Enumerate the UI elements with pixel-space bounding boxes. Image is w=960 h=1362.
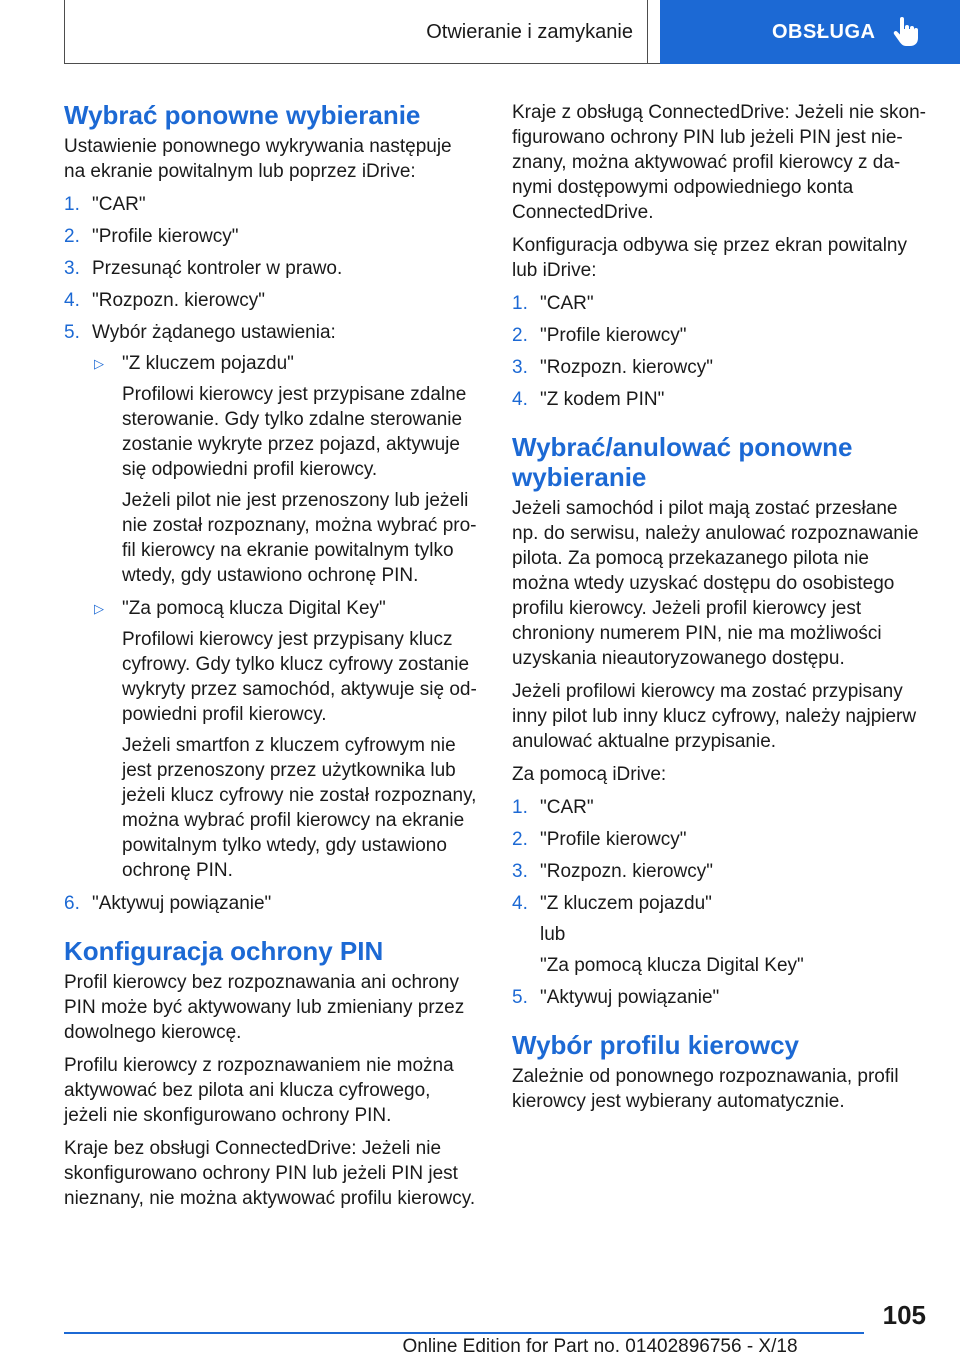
step-text: "Z kluczem pojazdu" bbox=[540, 893, 712, 914]
paragraph: Jeżeli smartfon z kluczem cyfrowym nie jest przenoszony przez użytkownika lub jeżeli klucz cyfrowy nie został rozpoznany, można wybrać profil kierowcy na ekranie powitalnym tylko wtedy, gdy ustawiono ochronę PIN. bbox=[122, 735, 477, 881]
step-number: 5. bbox=[512, 987, 528, 1008]
paragraph: Profil kierowcy bez rozpoznawania ani ochrony PIN może być aktywowany lub zmieniany przez dowolnego kierowcę. bbox=[64, 972, 465, 1043]
step-text: Przesunąć kontroler w prawo. bbox=[92, 258, 343, 279]
step-number: 5. bbox=[64, 322, 80, 343]
steps-list bbox=[64, 192, 478, 916]
step-number: 3. bbox=[512, 357, 528, 378]
triangle-bullet-icon: ▷ bbox=[94, 356, 104, 371]
list-item bbox=[512, 859, 926, 884]
paragraph: Jeżeli samochód i pilot mają zostać przesłane np. do serwisu, należy anulować rozpoznawanie pilota. Za pomocą przekazanego pilota nie można wtedy uzyskać dostępu do osobistego profilu kierowcy. Jeżeli profil kierowcy jest chroniony numerem PIN, nie ma możliwości uzyskania nieautoryzowanego dostępu. bbox=[512, 498, 919, 669]
step-text: "Profile kierowcy" bbox=[540, 325, 687, 346]
paragraph: Zależnie od ponownego rozpoznawania, profil kierowcy jest wybierany automatycznie. bbox=[512, 1066, 899, 1112]
step-number: 4. bbox=[64, 290, 80, 311]
list-item bbox=[512, 323, 926, 348]
chapter-tab-label: OBSŁUGA bbox=[772, 20, 876, 43]
step-number: 3. bbox=[512, 861, 528, 882]
heading-wybrac-anulowac: Wybrać/anulować ponowne wybieranie bbox=[512, 432, 853, 492]
sub-options bbox=[92, 351, 478, 883]
step-number: 1. bbox=[64, 194, 80, 215]
step-text: "CAR" bbox=[540, 293, 594, 314]
list-item bbox=[64, 256, 478, 281]
step-number: 3. bbox=[64, 258, 80, 279]
triangle-bullet-icon: ▷ bbox=[94, 601, 104, 616]
list-item bbox=[64, 192, 478, 217]
step-number: 6. bbox=[64, 893, 80, 914]
step-number: 2. bbox=[64, 226, 80, 247]
step-text: Wybór żądanego ustawienia: bbox=[92, 322, 336, 343]
step-number: 1. bbox=[512, 293, 528, 314]
sub-option bbox=[92, 351, 478, 588]
list-item bbox=[512, 355, 926, 380]
heading-konfiguracja-pin: Konfiguracja ochrony PIN bbox=[64, 936, 384, 966]
step-alt: "Za pomocą klucza Digital Key" bbox=[540, 955, 804, 976]
sub-option-label: "Za pomocą klucza Digital Key" bbox=[122, 598, 386, 619]
list-item bbox=[512, 827, 926, 852]
heading-wybor-profilu: Wybór profilu kierowcy bbox=[512, 1030, 800, 1060]
list-item bbox=[64, 288, 478, 313]
list-item bbox=[512, 985, 926, 1010]
step-or: lub bbox=[540, 924, 566, 945]
paragraph: Kraje z obsługą ConnectedDrive: Jeżeli nie skonfigurowano ochrony PIN lub jeżeli PIN jest nieznany, można aktywować profil kierowcy z danymi dostępowymi odpowiedniego konta ConnectedDrive. bbox=[512, 102, 926, 223]
steps-list bbox=[512, 291, 926, 412]
paragraph: Jeżeli pilot nie jest przenoszony lub jeżeli nie został rozpoznany, można wybrać profil kierowcy na ekranie powitalnym tylko wtedy, gdy ustawiono ochronę PIN. bbox=[122, 490, 477, 586]
paragraph: Jeżeli profilowi kierowcy ma zostać przypisany inny pilot lub inny klucz cyfrowy, należy najpierw anulować aktualne przypisanie. bbox=[512, 681, 917, 752]
paragraph: Profilowi kierowcy jest przypisane zdalne sterowanie. Gdy tylko zdalne sterowanie zostanie wykryte przez pojazd, aktywuje się odpowiedni profil kierowcy. bbox=[122, 384, 467, 480]
step-text: "Aktywuj powiązanie" bbox=[92, 893, 272, 914]
step-text: "CAR" bbox=[540, 797, 594, 818]
step-number: 2. bbox=[512, 325, 528, 346]
list-item bbox=[512, 291, 926, 316]
step-text: "Rozpozn. kierowcy" bbox=[540, 357, 713, 378]
step-text: "Profile kierowcy" bbox=[92, 226, 239, 247]
paragraph: Profilowi kierowcy jest przypisany klucz cyfrowy. Gdy tylko klucz cyfrowy zostanie wykryty przez samochód, aktywuje się odpowiedni profil kierowcy. bbox=[122, 629, 477, 725]
footer-divider bbox=[64, 1332, 864, 1334]
step-text: "Rozpozn. kierowcy" bbox=[540, 861, 713, 882]
right-column bbox=[512, 100, 926, 1122]
list-item bbox=[64, 224, 478, 249]
paragraph: Kraje bez obsługi ConnectedDrive: Jeżeli nie skonfigurowano ochrony PIN lub jeżeli PIN jest nieznany, nie można aktywować profilu kierowcy. bbox=[64, 1138, 476, 1209]
step-text: "Profile kierowcy" bbox=[540, 829, 687, 850]
heading-wybrac-ponowne: Wybrać ponowne wybieranie bbox=[64, 100, 421, 130]
paragraph: Ustawienie ponownego wykrywania następuje na ekranie powitalnym lub poprzez iDrive: bbox=[64, 136, 452, 182]
section-title bbox=[64, 0, 648, 64]
sub-option-label: "Z kluczem pojazdu" bbox=[122, 353, 294, 374]
list-item bbox=[64, 891, 478, 916]
list-item bbox=[512, 387, 926, 412]
step-number: 1. bbox=[512, 797, 528, 818]
list-item bbox=[512, 891, 926, 978]
steps-list bbox=[512, 795, 926, 1010]
step-text: "CAR" bbox=[92, 194, 146, 215]
left-column bbox=[64, 100, 478, 1219]
step-text: "Rozpozn. kierowcy" bbox=[92, 290, 265, 311]
sub-option bbox=[92, 596, 478, 883]
step-number: 4. bbox=[512, 893, 528, 914]
step-number: 4. bbox=[512, 389, 528, 410]
paragraph: Konfiguracja odbywa się przez ekran powitalny lub iDrive: bbox=[512, 235, 907, 281]
paragraph: Profilu kierowcy z rozpoznawaniem nie można aktywować bez pilota ani klucza cyfrowego, jeżeli nie skonfigurowano ochrony PIN. bbox=[64, 1055, 454, 1126]
hand-pointer-icon bbox=[892, 17, 918, 47]
paragraph: Za pomocą iDrive: bbox=[512, 764, 667, 785]
footer-edition: Online Edition for Part no. 01402896756 - X/18 bbox=[402, 1336, 798, 1357]
step-number: 2. bbox=[512, 829, 528, 850]
chapter-tab[interactable] bbox=[660, 0, 960, 64]
step-text: "Z kodem PIN" bbox=[540, 389, 665, 410]
page-number: 105 bbox=[882, 1300, 926, 1330]
list-item bbox=[512, 795, 926, 820]
section-title-text: Otwieranie i zamykanie bbox=[426, 20, 633, 43]
list-item bbox=[64, 320, 478, 883]
step-text: "Aktywuj powiązanie" bbox=[540, 987, 720, 1008]
